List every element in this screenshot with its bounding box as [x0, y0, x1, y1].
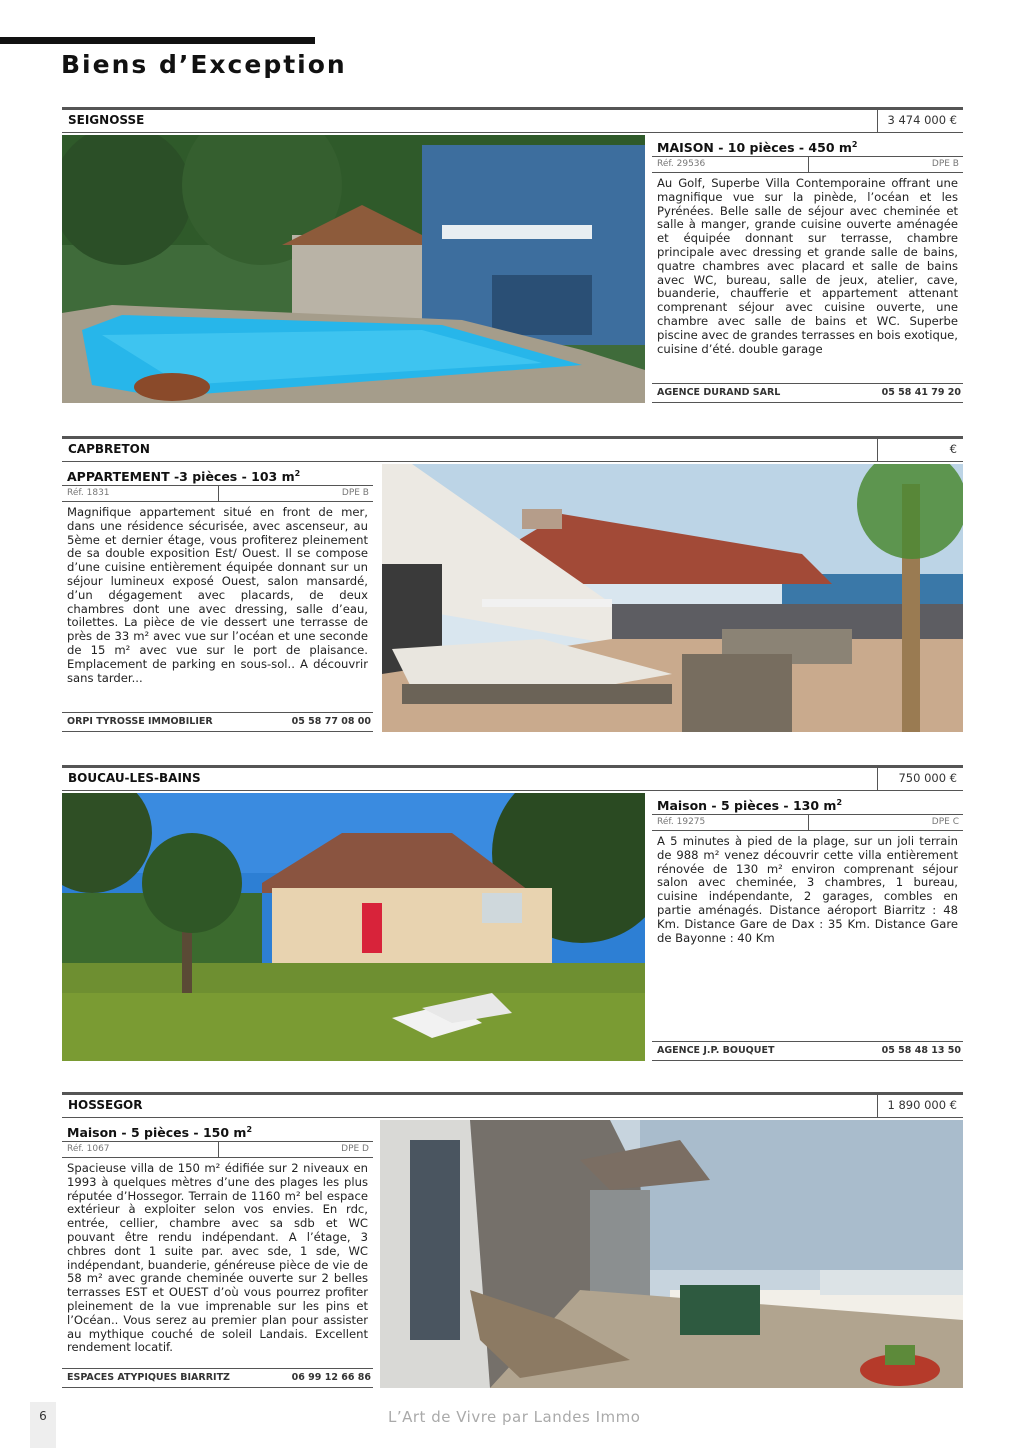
dpe-rating: DPE B [808, 157, 964, 172]
agency-phone[interactable]: 05 58 77 08 00 [291, 716, 371, 727]
property-title: Maison - 5 pièces - 130 $m^2$ [652, 793, 963, 815]
agency-name: AGENCE J.P. BOUQUET [657, 1045, 775, 1056]
listing-hossegor[interactable] [62, 1092, 963, 1388]
agency-row [652, 383, 963, 403]
listing-header [62, 765, 963, 791]
listing-capbreton[interactable] [62, 436, 963, 732]
top-accent-bar [0, 37, 315, 44]
dpe-rating: DPE C [808, 815, 964, 830]
listing-info [652, 793, 963, 1061]
page-number: 6 [30, 1402, 56, 1448]
dpe-rating: DPE B [218, 486, 374, 501]
ref-row [652, 157, 963, 173]
property-description: Magnifique appartement situé en front de mer, dans une résidence sécurisée, avec ascenseur, au 5ème et dernier étage, vous profiterez pleinement de sa double exposition Est/ Ouest. Il se compose d’une cuisine entièrement équipée donnant sur un séjour lumineux exposé Ouest, salon mansardé, d’un dégagement avec placards, de deux chambres dont une avec dressing, salle d’eau, toilettes. La pièce de vie dessert une terrasse de près de 33 m² avec vue sur l’océan et une seconde de 15 m² avec vue sur le port de plaisance. Emplacement de parking en sous-sol.. A découvrir sans tarder... [67, 505, 368, 685]
listing-photo-wooden-deck[interactable] [380, 1120, 963, 1388]
listing-header [62, 1092, 963, 1118]
agency-phone[interactable]: 05 58 41 79 20 [881, 387, 961, 398]
listing-city: SEIGNOSSE [68, 113, 145, 127]
agency-row [62, 1368, 373, 1388]
magazine-footer: L’Art de Vivre par Landes Immo [388, 1408, 641, 1426]
listing-photo-garden-house[interactable] [62, 793, 645, 1061]
listing-info [62, 1120, 373, 1388]
property-title: MAISON - 10 pièces - 450 $m^2$ [652, 135, 963, 157]
property-title: Maison - 5 pièces - 150 $m^2$ [62, 1120, 373, 1142]
property-description: Spacieuse villa de 150 m² édifiée sur 2 niveaux en 1993 à quelques mètres d’une des plages les plus réputée d’Hossegor. Terrain de 1160 m² bel espace extérieur à exploiter selon vos envies. En rdc, entrée, cellier, chambre avec sa sdb et WC pouvant être rendu indépendant. A l’étage, 3 chbres dont 1 suite par. avec sde, 1 sde, WC indépendant, buanderie, généreuse pièce de vie de 58 m² avec grande cheminée ouverte sur 2 belles terrasses EST et OUEST d’où vous pourrez profiter pleinement de la vue imprenable sur les pins et l’Océan.. Vous serez au premier plan pour assister au mythique couché de soleil Landais. Excellent rendement locatif. [67, 1161, 368, 1355]
agency-phone[interactable]: 05 58 48 13 50 [881, 1045, 961, 1056]
listing-seignosse[interactable] [62, 107, 963, 403]
agency-name: ORPI TYROSSE IMMOBILIER [67, 716, 213, 727]
ref-row [62, 1142, 373, 1158]
page-title: Biens d’Exception [61, 50, 347, 79]
agency-name: AGENCE DURAND SARL [657, 387, 781, 398]
listing-boucau-les-bains[interactable] [62, 765, 963, 1061]
listing-price: € [877, 439, 963, 461]
dpe-rating: DPE D [218, 1142, 374, 1157]
reference-number: Réf. 1067 [67, 1144, 110, 1154]
agency-name: ESPACES ATYPIQUES BIARRITZ [67, 1372, 230, 1383]
listing-info [62, 464, 373, 732]
listing-photo-pool-villa[interactable] [62, 135, 645, 403]
ref-row [652, 815, 963, 831]
property-title: APPARTEMENT -3 pièces - 103 $m^2$ [62, 464, 373, 486]
agency-row [652, 1041, 963, 1061]
listing-price: 750 000 € [877, 768, 963, 790]
listing-info [652, 135, 963, 403]
listing-photo-terrace[interactable] [382, 464, 963, 732]
listing-price: 1 890 000 € [877, 1095, 963, 1117]
property-description: A 5 minutes à pied de la plage, sur un joli terrain de 988 m² venez découvrir cette villa entièrement rénovée de 130 m² environ comprenant séjour salon avec cheminée, 3 chambres, 1 bureau, cuisine indépendante, 2 garages, combles en partie aménagés. Distance aéroport Biarritz : 48 Km. Distance Gare de Dax : 35 Km. Distance Gare de Bayonne : 40 Km [657, 834, 958, 945]
listing-header [62, 436, 963, 462]
agency-row [62, 712, 373, 732]
listing-city: BOUCAU-LES-BAINS [68, 771, 201, 785]
listing-price: 3 474 000 € [877, 110, 963, 132]
property-description: Au Golf, Superbe Villa Contemporaine offrant une magnifique vue sur la pinède, l’océan et les Pyrénées. Belle salle de séjour avec cheminée et salle à manger, grande cuisine ouverte aménagée et équipée donnant sur terrasse, chambre principale avec dressing et grande salle de bains, quatre chambres avec placard et salle de bains avec WC, bureau, salle de jeux, atelier, cave, buanderie, chaufferie et appartement attenant comprenant séjour avec cuisine ouverte, une chambre avec salle de bains et WC. Superbe piscine avec de grandes terrasses en bois exotique, cuisine d’été. double garage [657, 176, 958, 356]
listing-header [62, 107, 963, 133]
reference-number: Réf. 29536 [657, 159, 706, 169]
ref-row [62, 486, 373, 502]
listing-city: HOSSEGOR [68, 1098, 143, 1112]
reference-number: Réf. 19275 [657, 817, 706, 827]
listing-city: CAPBRETON [68, 442, 150, 456]
agency-phone[interactable]: 06 99 12 66 86 [291, 1372, 371, 1383]
reference-number: Réf. 1831 [67, 488, 110, 498]
